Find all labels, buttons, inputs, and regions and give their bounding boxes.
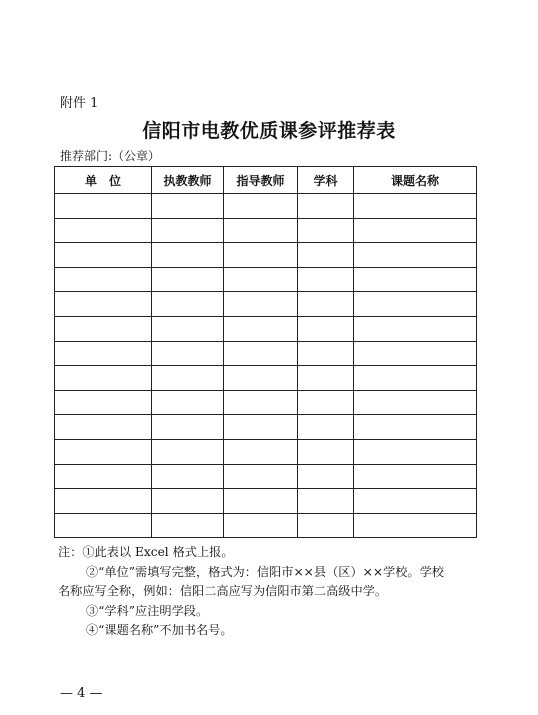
table-cell <box>55 489 152 514</box>
table-row <box>55 292 477 317</box>
table-cell <box>224 292 298 317</box>
table-cell <box>224 194 298 219</box>
table-cell <box>224 267 298 292</box>
table-row <box>55 194 477 219</box>
column-header-supervisor: 指导教师 <box>224 167 298 194</box>
table-cell <box>224 341 298 366</box>
table-cell <box>224 218 298 243</box>
table-cell <box>298 464 354 489</box>
table-cell <box>298 415 354 440</box>
table-row <box>55 366 477 391</box>
notes-section <box>58 543 478 641</box>
table-cell <box>354 267 477 292</box>
table-cell <box>354 513 477 538</box>
table-cell <box>354 489 477 514</box>
attachment-label: 附件 1 <box>60 96 99 111</box>
table-row <box>55 415 477 440</box>
table-cell <box>224 489 298 514</box>
table-row <box>55 267 477 292</box>
table-cell <box>55 464 152 489</box>
table-cell <box>55 513 152 538</box>
table-header-row <box>55 167 477 194</box>
table-cell <box>298 267 354 292</box>
table-cell <box>224 316 298 341</box>
column-header-teacher: 执教教师 <box>152 167 224 194</box>
table-cell <box>55 267 152 292</box>
table-row <box>55 513 477 538</box>
table-cell <box>354 316 477 341</box>
table-cell <box>354 366 477 391</box>
table-cell <box>55 390 152 415</box>
table-row <box>55 390 477 415</box>
note-line-3: 名称应写全称，例如：信阳二高应写为信阳市第二高级中学。 <box>58 584 388 598</box>
table-cell <box>298 489 354 514</box>
table-cell <box>298 390 354 415</box>
table-cell <box>224 366 298 391</box>
table-cell <box>354 390 477 415</box>
table-cell <box>354 464 477 489</box>
table-cell <box>354 415 477 440</box>
table-cell <box>298 243 354 268</box>
table-cell <box>298 194 354 219</box>
table-cell <box>55 194 152 219</box>
table-cell <box>298 366 354 391</box>
note-line-5: ④“课题名称”不加书名号。 <box>86 623 233 637</box>
table-cell <box>152 292 224 317</box>
table-cell <box>152 366 224 391</box>
table-cell <box>55 243 152 268</box>
table-cell <box>152 218 224 243</box>
table-cell <box>55 415 152 440</box>
table-row <box>55 316 477 341</box>
recommendation-table <box>54 166 477 538</box>
table-cell <box>224 243 298 268</box>
table-cell <box>55 218 152 243</box>
table-cell <box>224 439 298 464</box>
table-cell <box>354 194 477 219</box>
table-cell <box>152 390 224 415</box>
table-cell <box>55 316 152 341</box>
table-cell <box>298 316 354 341</box>
column-header-lesson-title: 课题名称 <box>354 167 477 194</box>
table-cell <box>298 439 354 464</box>
table-cell <box>354 218 477 243</box>
table-body <box>55 194 477 538</box>
table-cell <box>152 267 224 292</box>
table-cell <box>152 316 224 341</box>
table-cell <box>298 292 354 317</box>
table-cell <box>354 292 477 317</box>
table-cell <box>354 341 477 366</box>
table-cell <box>224 513 298 538</box>
table-row <box>55 243 477 268</box>
table-cell <box>152 194 224 219</box>
recommending-department-label: 推荐部门:（公章） <box>60 149 161 163</box>
table-cell <box>224 464 298 489</box>
table-cell <box>55 292 152 317</box>
table-cell <box>298 341 354 366</box>
table-cell <box>152 341 224 366</box>
table-cell <box>354 439 477 464</box>
page-number: — 4 — <box>60 686 103 701</box>
table-cell <box>298 513 354 538</box>
column-header-subject: 学科 <box>298 167 354 194</box>
note-line-1: 注：①此表以 Excel 格式上报。 <box>58 545 234 559</box>
note-line-4: ③“学科”应注明学段。 <box>86 603 209 618</box>
table-cell <box>224 390 298 415</box>
table-cell <box>298 218 354 243</box>
table-cell <box>152 513 224 538</box>
table-row <box>55 341 477 366</box>
table-cell <box>152 464 224 489</box>
note-line-2: ②“单位”需填写完整，格式为：信阳市××县（区）××学校。学校 <box>86 564 444 579</box>
table-cell <box>354 243 477 268</box>
table-cell <box>224 415 298 440</box>
table-cell <box>152 243 224 268</box>
table-row <box>55 489 477 514</box>
table-cell <box>152 489 224 514</box>
table-cell <box>55 366 152 391</box>
table-cell <box>55 341 152 366</box>
table-row <box>55 218 477 243</box>
table-row <box>55 464 477 489</box>
table-row <box>55 439 477 464</box>
column-header-unit: 单 位 <box>55 167 152 194</box>
table-cell <box>55 439 152 464</box>
table-cell <box>152 439 224 464</box>
form-title: 信阳市电教优质课参评推荐表 <box>142 120 396 142</box>
table-cell <box>152 415 224 440</box>
